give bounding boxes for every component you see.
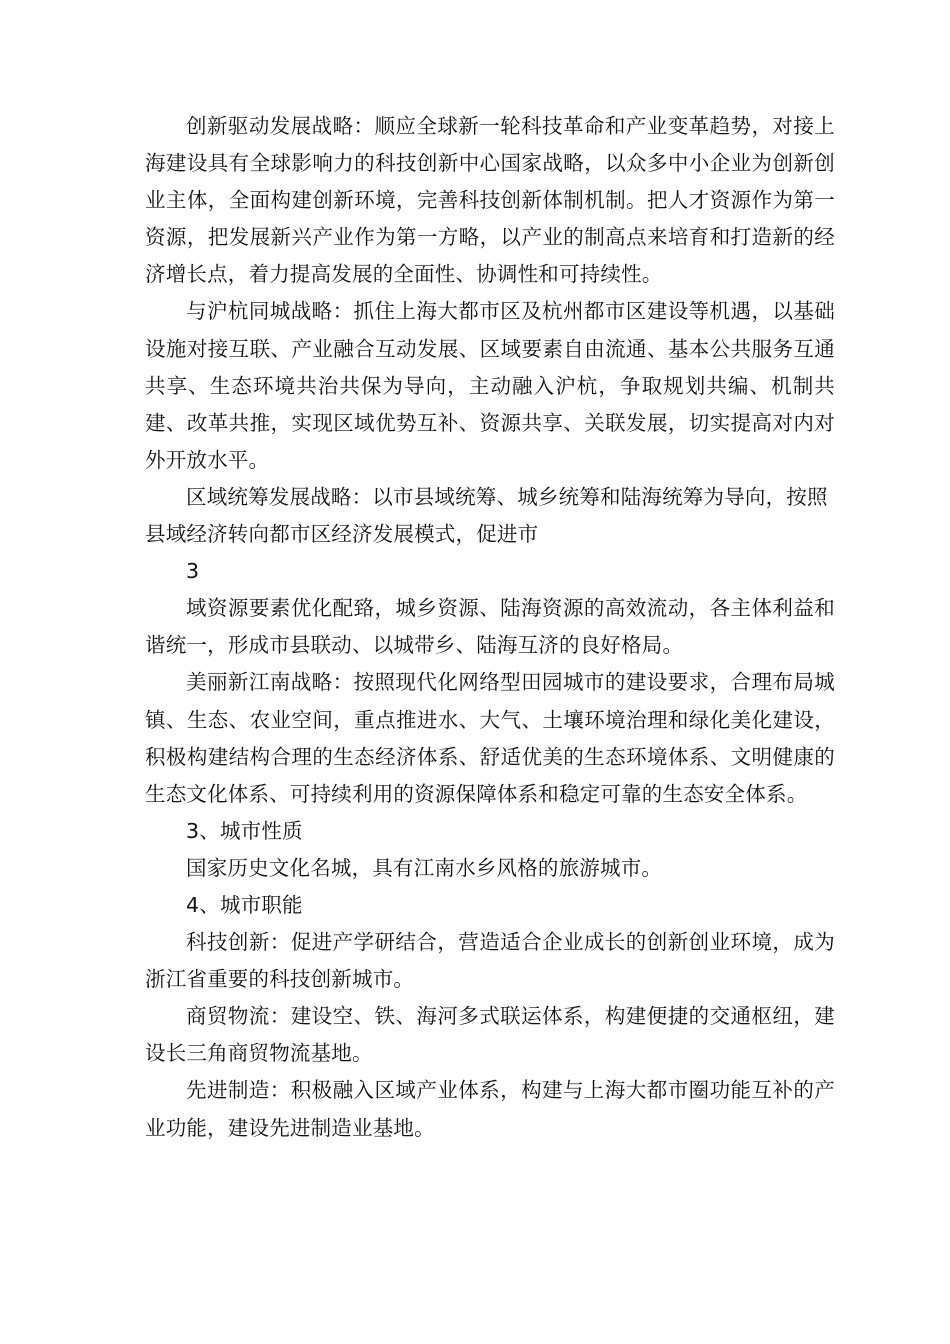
- paragraph-advanced-manufacturing: 先进制造：积极融入区域产业体系，构建与上海大都市圈功能互补的产业功能，建设先进制造业基地。: [145, 1078, 835, 1140]
- paragraph-regional-coordination-strategy: 区域统筹发展战略：以市县域统筹、城乡统筹和陆海统筹为导向，按照县域经济转向都市区经济发展模式，促进市: [145, 484, 828, 547]
- paragraph-regional-continuation: 域资源要素优化配臵，城乡资源、陆海资源的高效流动，各主体利益和谐统一，形成市县联动、以城带乡、陆海互济的良好格局。: [145, 596, 835, 658]
- paragraph-tech-innovation: 科技创新：促进产学研结合，营造适合企业成长的创新创业环境，成为浙江省重要的科技创新城市。: [145, 930, 835, 992]
- paragraph-beautiful-jiangnan-strategy: 美丽新江南战略：按照现代化网络型田园城市的建设要求，合理布局城镇、生态、农业空间，重点推进水、大气、土壤环境治理和绿化美化建设，积极构建结构合理的生态经济体系、舒适优美的生态环境体系、文明健康的生态文化体系、可持续利用的资源保障体系和稳定可靠的生态安全体系。: [145, 670, 835, 806]
- document-body: [145, 108, 835, 1147]
- paragraph-city-nature: 国家历史文化名城，具有江南水乡风格的旅游城市。: [186, 855, 663, 880]
- heading-city-nature: 3、城市性质: [186, 818, 303, 843]
- paragraph-trade-logistics: 商贸物流：建设空、铁、海河多式联运体系，构建便捷的交通枢纽，建设长三角商贸物流基地。: [145, 1004, 835, 1066]
- paragraph-shanghai-hangzhou-strategy: 与沪杭同城战略：抓住上海大都市区及杭州都市区建设等机遇，以基础设施对接互联、产业融合互动发展、区域要素自由流通、基本公共服务互通共享、生态环境共治共保为导向，主动融入沪杭，争取规划共编、机制共建、改革共推，实现区域优势互补、资源共享、关联发展，切实提高对内对外开放水平。: [145, 299, 835, 472]
- paragraph-innovation-strategy: 创新驱动发展战略：顺应全球新一轮科技革命和产业变革趋势，对接上海建设具有全球影响力的科技创新中心国家战略，以众多中小企业为创新创业主体，全面构建创新环境，完善科技创新体制机制。把人才资源作为第一资源，把发展新兴产业作为第一方略，以产业的制高点来培育和打造新的经济增长点，着力提高发展的全面性、协调性和可持续性。: [145, 114, 835, 287]
- heading-city-functions: 4、城市职能: [186, 892, 303, 917]
- page-number: 3: [186, 559, 200, 584]
